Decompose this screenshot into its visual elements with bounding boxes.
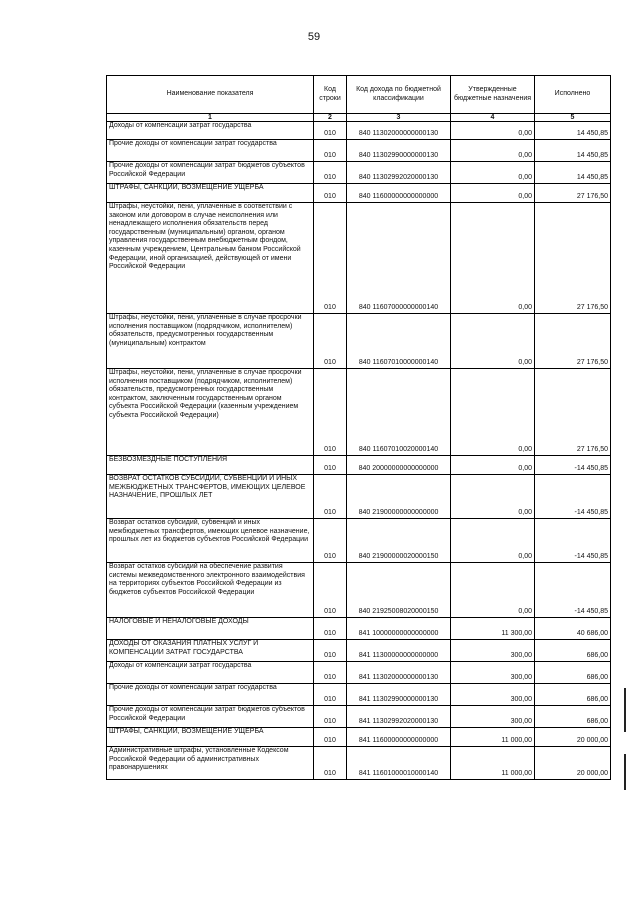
row-executed: 14 450,85 [535, 140, 611, 162]
column-number: 1 [107, 114, 314, 122]
row-name: ДОХОДЫ ОТ ОКАЗАНИЯ ПЛАТНЫХ УСЛУГ И КОМПЕНСАЦИИ ЗАТРАТ ГОСУДАРСТВА [107, 640, 314, 662]
row-code: 010 [314, 203, 347, 314]
row-name: Штрафы, неустойки, пени, уплаченные в соответствии с законом или договором в случае неисполнения или ненадлежащего исполнения обязательств перед государственным (муниципальным) органом, органом управления государственным внебюджетным фондом, казенным учреждением, Центральным банком Российской Федерации, иной организацией, действующей от имени Российской Федерации [107, 203, 314, 314]
table-row [107, 640, 611, 662]
header-kbk: Код дохода по бюджетной классификации [347, 76, 451, 114]
row-code: 010 [314, 122, 347, 140]
row-kbk: 840 11607000000000140 [347, 203, 451, 314]
header-row [107, 76, 611, 114]
row-name: Штрафы, неустойки, пени, уплаченные в случае просрочки исполнения поставщиком (подрядчиком, исполнителем) обязательств, предусмотренных государственным (муниципальным) контрактом [107, 314, 314, 369]
table-row [107, 369, 611, 456]
table-row [107, 706, 611, 728]
row-executed: 40 686,00 [535, 618, 611, 640]
row-kbk: 840 11607010020000140 [347, 369, 451, 456]
row-executed: 14 450,85 [535, 122, 611, 140]
column-number: 2 [314, 114, 347, 122]
header-approved: Утвержденные бюджетные назначения [451, 76, 535, 114]
row-approved: 11 000,00 [451, 728, 535, 747]
table-row [107, 747, 611, 780]
row-executed: 20 000,00 [535, 747, 611, 780]
row-code: 010 [314, 369, 347, 456]
row-code: 010 [314, 162, 347, 184]
row-code: 010 [314, 475, 347, 519]
table-row [107, 475, 611, 519]
row-approved: 300,00 [451, 640, 535, 662]
row-code: 010 [314, 662, 347, 684]
row-executed: 27 176,50 [535, 314, 611, 369]
column-number: 5 [535, 114, 611, 122]
row-kbk: 841 10000000000000000 [347, 618, 451, 640]
table-row [107, 563, 611, 618]
row-approved: 0,00 [451, 140, 535, 162]
table-row [107, 122, 611, 140]
row-executed: 686,00 [535, 706, 611, 728]
row-executed: -14 450,85 [535, 475, 611, 519]
row-approved: 300,00 [451, 706, 535, 728]
row-approved: 11 000,00 [451, 747, 535, 780]
row-approved: 0,00 [451, 456, 535, 475]
row-name: БЕЗВОЗМЕЗДНЫЕ ПОСТУПЛЕНИЯ [107, 456, 314, 475]
row-executed: 686,00 [535, 684, 611, 706]
row-approved: 0,00 [451, 203, 535, 314]
row-executed: 20 000,00 [535, 728, 611, 747]
row-name: ШТРАФЫ, САНКЦИИ, ВОЗМЕЩЕНИЕ УЩЕРБА [107, 184, 314, 203]
row-approved: 0,00 [451, 122, 535, 140]
row-kbk: 841 11302990000000130 [347, 684, 451, 706]
row-name: Доходы от компенсации затрат государства [107, 122, 314, 140]
row-approved: 11 300,00 [451, 618, 535, 640]
column-number: 3 [347, 114, 451, 122]
row-code: 010 [314, 563, 347, 618]
row-kbk: 840 11302990000000130 [347, 140, 451, 162]
row-name: Административные штрафы, установленные Кодексом Российской Федерации об административных правонарушениях [107, 747, 314, 780]
table-row [107, 140, 611, 162]
row-code: 010 [314, 706, 347, 728]
row-code: 010 [314, 519, 347, 563]
row-kbk: 841 11302992020000130 [347, 706, 451, 728]
row-executed: -14 450,85 [535, 456, 611, 475]
row-name: Прочие доходы от компенсации затрат государства [107, 684, 314, 706]
scan-edge-mark [624, 754, 626, 790]
scan-edge-mark [624, 688, 626, 732]
column-number: 4 [451, 114, 535, 122]
header-code: Код строки [314, 76, 347, 114]
row-approved: 0,00 [451, 519, 535, 563]
row-approved: 0,00 [451, 314, 535, 369]
row-executed: -14 450,85 [535, 563, 611, 618]
row-kbk: 840 11600000000000000 [347, 184, 451, 203]
row-executed: -14 450,85 [535, 519, 611, 563]
table-body [107, 122, 611, 780]
column-number-row [107, 114, 611, 122]
row-approved: 0,00 [451, 369, 535, 456]
row-approved: 0,00 [451, 184, 535, 203]
row-code: 010 [314, 140, 347, 162]
row-executed: 14 450,85 [535, 162, 611, 184]
row-kbk: 840 21925008020000150 [347, 563, 451, 618]
row-name: Возврат остатков субсидий на обеспечение развития системы межведомственного электронного взаимодействия на территориях субъектов Российской Федерации из бюджетов субъектов Российской Федерации [107, 563, 314, 618]
row-kbk: 840 21900000020000150 [347, 519, 451, 563]
row-name: ШТРАФЫ, САНКЦИИ, ВОЗМЕЩЕНИЕ УЩЕРБА [107, 728, 314, 747]
row-executed: 686,00 [535, 662, 611, 684]
row-approved: 0,00 [451, 162, 535, 184]
row-kbk: 841 11300000000000000 [347, 640, 451, 662]
row-kbk: 840 11302992020000130 [347, 162, 451, 184]
row-kbk: 840 11607010000000140 [347, 314, 451, 369]
row-executed: 27 176,50 [535, 184, 611, 203]
row-code: 010 [314, 728, 347, 747]
row-executed: 27 176,50 [535, 369, 611, 456]
row-name: НАЛОГОВЫЕ И НЕНАЛОГОВЫЕ ДОХОДЫ [107, 618, 314, 640]
row-executed: 27 176,50 [535, 203, 611, 314]
row-kbk: 841 11600000000000000 [347, 728, 451, 747]
row-name: Прочие доходы от компенсации затрат бюджетов субъектов Российской Федерации [107, 162, 314, 184]
table-row [107, 456, 611, 475]
row-code: 010 [314, 640, 347, 662]
table-row [107, 203, 611, 314]
table-row [107, 162, 611, 184]
row-name: Штрафы, неустойки, пени, уплаченные в случае просрочки исполнения поставщиком (подрядчиком, исполнителем) обязательств, предусмотренных государственным контрактом, заключенным государственным органом субъекта Российской Федерации (казенным учреждением субъекта Российской Федерации) [107, 369, 314, 456]
page-number: 59 [307, 31, 321, 43]
row-approved: 0,00 [451, 475, 535, 519]
row-name: Прочие доходы от компенсации затрат бюджетов субъектов Российской Федерации [107, 706, 314, 728]
row-kbk: 840 21900000000000000 [347, 475, 451, 519]
row-approved: 0,00 [451, 563, 535, 618]
row-approved: 300,00 [451, 662, 535, 684]
row-name: ВОЗВРАТ ОСТАТКОВ СУБСИДИЙ, СУБВЕНЦИЙ И ИНЫХ МЕЖБЮДЖЕТНЫХ ТРАНСФЕРТОВ, ИМЕЮЩИХ ЦЕЛЕВОЕ НАЗНАЧЕНИЕ, ПРОШЛЫХ ЛЕТ [107, 475, 314, 519]
row-approved: 300,00 [451, 684, 535, 706]
header-name: Наименование показателя [107, 76, 314, 114]
row-kbk: 840 20000000000000000 [347, 456, 451, 475]
table-row [107, 728, 611, 747]
row-executed: 686,00 [535, 640, 611, 662]
row-code: 010 [314, 184, 347, 203]
row-name: Возврат остатков субсидий, субвенций и иных межбюджетных трансфертов, имеющих целевое назначение, прошлых лет из бюджетов субъектов Российской Федерации [107, 519, 314, 563]
table-row [107, 618, 611, 640]
table-row [107, 184, 611, 203]
row-code: 010 [314, 747, 347, 780]
revenue-table [106, 75, 611, 780]
row-name: Доходы от компенсации затрат государства [107, 662, 314, 684]
header-executed: Исполнено [535, 76, 611, 114]
row-code: 010 [314, 618, 347, 640]
row-code: 010 [314, 684, 347, 706]
row-kbk: 840 11302000000000130 [347, 122, 451, 140]
row-code: 010 [314, 456, 347, 475]
row-kbk: 841 11601000010000140 [347, 747, 451, 780]
table-row [107, 662, 611, 684]
row-code: 010 [314, 314, 347, 369]
table-row [107, 519, 611, 563]
table-row [107, 684, 611, 706]
row-kbk: 841 11302000000000130 [347, 662, 451, 684]
row-name: Прочие доходы от компенсации затрат государства [107, 140, 314, 162]
table-row [107, 314, 611, 369]
